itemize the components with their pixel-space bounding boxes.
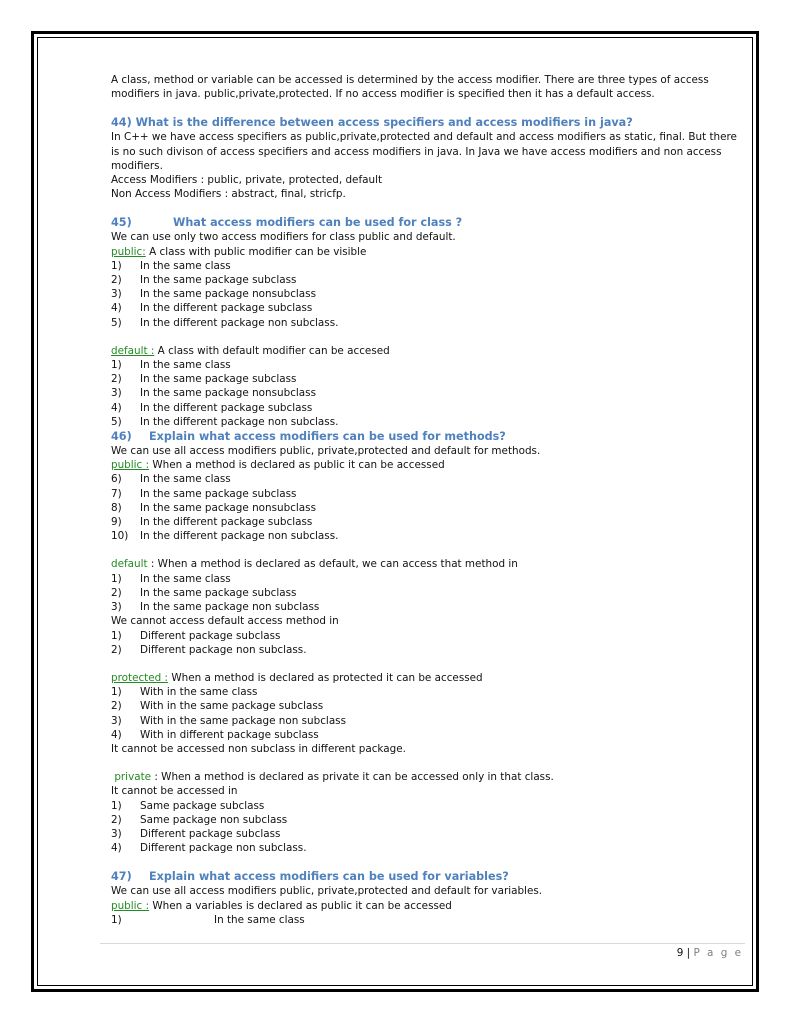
- q46-private-label: private: [114, 771, 152, 784]
- q46-private-line: [111, 770, 741, 784]
- q47-number: 47): [111, 870, 132, 884]
- list-item: 2) Same package non subclass: [111, 813, 288, 826]
- q47-title: Explain what access modifiers can be used for variables?: [149, 870, 509, 884]
- list-item: 5) In the different package non subclass.: [111, 316, 339, 329]
- q45-public-line: [111, 245, 741, 259]
- list-item: 10) In the different package non subclass.: [111, 530, 339, 543]
- q46-public-line: [111, 458, 741, 472]
- footer-separator: |: [686, 947, 691, 959]
- q46-number: 46): [111, 430, 132, 444]
- list-item: 5) In the different package non subclass.: [111, 415, 339, 428]
- page-label: P a g e: [693, 947, 743, 959]
- q45-default-label: default :: [111, 344, 155, 357]
- q47-public-label: public :: [111, 899, 150, 912]
- list-item: 1) In the same class: [111, 913, 305, 926]
- footer-divider: [100, 943, 745, 944]
- list-item: 6) In the same class: [111, 473, 231, 486]
- list-item: 4) Different package non subclass.: [111, 842, 307, 855]
- q46-intro: We can use all access modifiers public, private,protected and default for methods.: [111, 445, 541, 458]
- list-item: 4) In the different package subclass: [111, 302, 313, 315]
- q46-protected-line: [111, 671, 741, 685]
- q44-access-modifiers: Access Modifiers : public, private, protected, default: [111, 174, 383, 187]
- page-number: 9: [676, 947, 684, 959]
- q46-default-label: default: [111, 558, 148, 571]
- list-item: 1) In the same class: [111, 572, 231, 585]
- q46-protected-text: When a method is declared as protected it can be accessed: [168, 671, 483, 684]
- list-item: 3) In the same package nonsubclass: [111, 288, 316, 301]
- list-item: 2) In the same package subclass: [111, 274, 297, 287]
- q46-public-label: public :: [111, 459, 150, 472]
- list-item: 3) With in the same package non subclass: [111, 714, 347, 727]
- q44-heading: 44) What is the difference between access specifiers and access modifiers in java?: [111, 116, 633, 130]
- document-body: [111, 73, 741, 927]
- q47-public-line: [111, 899, 741, 913]
- list-item: 1) In the same class: [111, 259, 231, 272]
- q47-public-text: When a variables is declared as public it can be accessed: [149, 899, 452, 912]
- list-item: 2) In the same package subclass: [111, 373, 297, 386]
- list-item: 8) In the same package nonsubclass: [111, 501, 316, 514]
- intro-paragraph: A class, method or variable can be accessed is determined by the access modifier. There are three types of access modifiers in java. public,private,protected. If no access modifier is specified then it has a default access.: [111, 74, 709, 101]
- q46-heading: [111, 429, 741, 444]
- list-item: 2) With in the same package subclass: [111, 700, 324, 713]
- list-item: 3) Different package subclass: [111, 827, 281, 840]
- q45-title: What access modifiers can be used for class ?: [173, 216, 463, 230]
- q45-number: 45): [111, 216, 132, 230]
- q44-body: In C++ we have access specifiers as public,private,protected and default and access modifiers as static, final. But there is no such divison of access specifiers and access modifiers in java. In Java we have access modifiers and non access modifiers.: [111, 131, 737, 172]
- list-item: 3) In the same package nonsubclass: [111, 387, 316, 400]
- list-item: 7) In the same package subclass: [111, 487, 297, 500]
- q46-protected-cannot: It cannot be accessed non subclass in different package.: [111, 742, 406, 755]
- page-footer: [677, 947, 743, 959]
- list-item: 9) In the different package subclass: [111, 516, 313, 529]
- q45-intro: We can use only two access modifiers for class public and default.: [111, 231, 456, 244]
- list-item: 1) With in the same class: [111, 686, 258, 699]
- q46-private-cannot: It cannot be accessed in: [111, 785, 238, 798]
- q46-default-text: : When a method is declared as default, we can access that method in: [147, 558, 518, 571]
- q46-protected-label: protected :: [111, 671, 169, 684]
- q45-default-text: A class with default modifier can be accesed: [154, 344, 390, 357]
- list-item: 2) Different package non subclass.: [111, 643, 307, 656]
- list-item: 3) In the same package non subclass: [111, 601, 320, 614]
- q46-public-text: When a method is declared as public it can be accessed: [149, 459, 445, 472]
- q46-private-text: : When a method is declared as private it can be accessed only in that class.: [151, 771, 554, 784]
- list-item: 2) In the same package subclass: [111, 586, 297, 599]
- list-item: 1) Different package subclass: [111, 629, 281, 642]
- list-item: 1) Same package subclass: [111, 799, 265, 812]
- q46-default-cannot: We cannot access default access method in: [111, 615, 339, 628]
- q44-non-access-modifiers: Non Access Modifiers : abstract, final, stricfp.: [111, 188, 346, 201]
- q45-public-text: A class with public modifier can be visible: [145, 245, 367, 258]
- q47-intro: We can use all access modifiers public, private,protected and default for variables.: [111, 885, 543, 898]
- q47-heading: [111, 869, 741, 884]
- q46-title: Explain what access modifiers can be used for methods?: [149, 430, 506, 444]
- list-item: 4) In the different package subclass: [111, 401, 313, 414]
- q45-public-label: public:: [111, 245, 146, 258]
- q45-heading: [111, 215, 741, 230]
- q46-default-line: [111, 557, 741, 571]
- q45-default-line: [111, 344, 741, 358]
- list-item: 1) In the same class: [111, 359, 231, 372]
- list-item: 4) With in different package subclass: [111, 728, 319, 741]
